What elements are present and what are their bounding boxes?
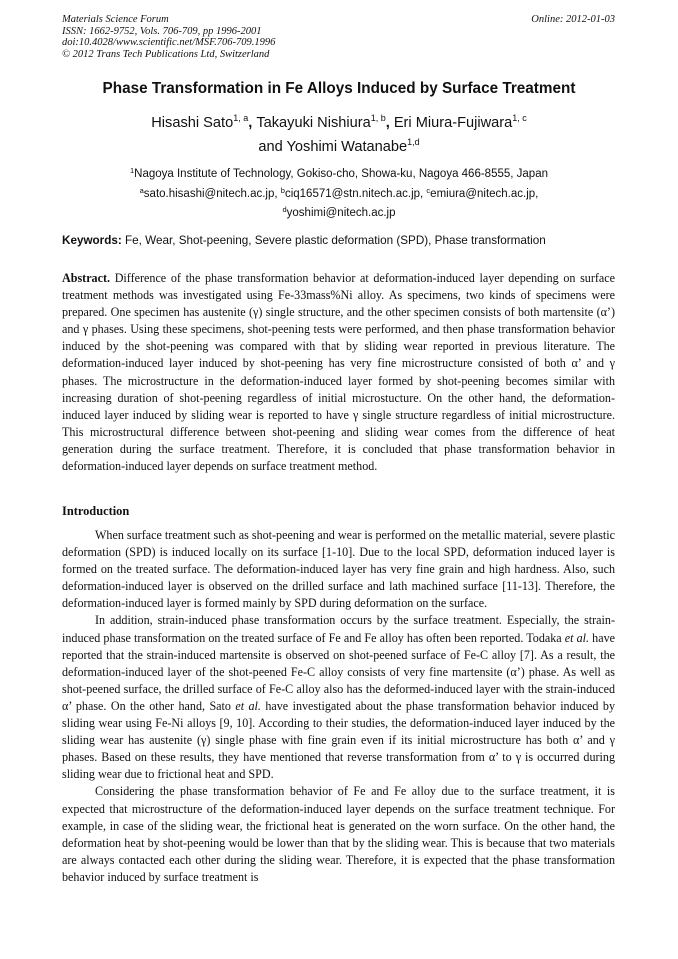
email-link[interactable]: ciq16571@stn.nitech.ac.jp,: [284, 188, 424, 200]
email-sup: c: [426, 186, 431, 195]
doi-line: doi:10.4028/www.scientific.net/MSF.706-709.1996: [62, 37, 276, 49]
issn-line: ISSN: 1662-9752, Vols. 706-709, pp 1996-2001: [62, 25, 262, 37]
journal-name: Materials Science Forum: [62, 14, 169, 25]
introduction-body: [62, 527, 615, 886]
keywords: [62, 234, 622, 247]
author-sup: 1,d: [407, 137, 420, 147]
email-sup: a: [139, 186, 144, 195]
author-sup: 1, c: [512, 113, 527, 123]
abstract-label: Abstract.: [62, 271, 111, 285]
online-date: Online: 2012-01-03: [531, 14, 615, 25]
intro-paragraph-1: When surface treatment such as shot-peening and wear is performed on the metallic material, severe plastic deformation (SPD) is induced locally on its surface [1-10]. Due to the local SPD, deformation induced layer is formed on the treated surface. The deformation-induced layer has very fine grain and high hardness. Also, such deformation-induced layer is observed on the drilled surface and lath machined surface [11-13]. Therefore, the deformation-induced layer is formed mainly by SPD during deformation on the surface.: [62, 528, 615, 611]
keywords-label: Keywords:: [62, 234, 122, 247]
email-link[interactable]: yoshimi@nitech.ac.jp: [286, 207, 396, 219]
author-name: Yoshimi Watanabe: [286, 139, 408, 155]
author-and: and: [258, 139, 283, 155]
email-sup: d: [282, 205, 287, 214]
email-sup: b: [280, 186, 285, 195]
intro-paragraph-3: Considering the phase transformation behavior of Fe and Fe alloy due to the surface treatment, it is expected that microstructure of the deformation-induced layer depends on the surface treatment technique. For example, in case of the sliding wear, the frictional heat is generated on the worn surface. On the other hand, the deformation heat by shot-peening would be lower than that by the sliding wear. This is because that two materials are always contacted each other during the sliding wear. Therefore, it is expected that the phase transformation behavior induced by surface treatment is: [62, 784, 615, 884]
email-link[interactable]: sato.hisashi@nitech.ac.jp,: [143, 188, 278, 200]
author-name: Takayuki Nishiura: [256, 115, 371, 131]
author-sup: 1, b: [370, 113, 386, 123]
intro-paragraph-2: In addition, strain-induced phase transformation occurs by the surface treatment. Especially, the strain-induced phase transformation on the treated surface of Fe and Fe alloy has often been reported. Todaka et al. have reported that the strain-induced martensite is observed on shot-peened surface of Fe-C alloy [7]. As a result, the deformation-induced layer of the shot-peened Fe-C alloy consists of very fine martensite (α’) phase. As well as shot-peened surface, the drilled surface of Fe-C alloy also has the deformed-induced layer with the strain-induced α’ phase. On the other hand, Sato et al. have investigated about the phase transformation behavior induced by sliding wear using Fe-Ni alloys [9, 10]. According to their studies, the deformation-induced layer induced by the sliding wear has austenite (γ) single phase with fine grain even if its initial microstructure has both α’ and γ phases. Based on these results, they have mentioned that reverse transformation from α’ to γ is occurred during sliding wear due to frictional heat and SPD.: [62, 613, 616, 782]
paper-title: Phase Transformation in Fe Alloys Induced by Surface Treatment: [102, 80, 576, 97]
affiliation-sup: 1: [129, 166, 135, 175]
abstract-text: Difference of the phase transformation behavior at deformation-induced layer depending on surface treatment methods was investigated using Fe-33mass%Ni alloy. As specimens, two kinds of specimens were prepared. One specimen has austenite (γ) single structure, and the other specimen consists of both martensite (α’) and γ phases. Using these specimens, shot-peening tests were performed, and then phase transformation behavior induced by the shot-peening was compared with that by sliding wear reported in previous literature. The deformation-induced layer induced by shot-peening has very fine microstructure consisted of both α’ and γ phases. The microstructure in the deformation-induced layer formed by shot-peening becomes similar with increasing duration of shot-peening regardless of initial microstucture. On the other hand, the deformation-induced layer induced by sliding wear is reported to have γ single structure regardless of initial microstructure. This microstructural difference between shot-peening and sliding wear comes from the difference of heat generation during the surface treatment. Therefore, it is concluded that phase transformation behavior in deformation-induced layer depends on surface treatment method.: [62, 271, 615, 474]
author-name: Hisashi Sato: [151, 115, 234, 131]
author-sup: 1, a: [233, 113, 249, 123]
abstract: [62, 270, 615, 475]
affiliation-text: Nagoya Institute of Technology, Gokiso-cho, Showa-ku, Nagoya 466-8555, Japan: [134, 168, 548, 180]
journal-header: [62, 14, 275, 60]
email-link[interactable]: emiura@nitech.ac.jp,: [430, 188, 539, 200]
affiliation: [40, 163, 638, 182]
introduction-heading: Introduction: [62, 504, 130, 518]
author-line-1: Hisashi Sato$^{1, a}$, Takayuki Nishiura$^{1, b}$, Eri Miura-Fujiwara$^{1, c}$: [151, 113, 527, 131]
copyright-line: © 2012 Trans Tech Publications Ltd, Switzerland: [62, 48, 270, 60]
email-list: [40, 183, 638, 221]
author-name: Eri Miura-Fujiwara: [393, 115, 513, 131]
keywords-text: Fe, Wear, Shot-peening, Severe plastic deformation (SPD), Phase transformation: [125, 234, 546, 247]
author-line-2: [40, 137, 638, 155]
